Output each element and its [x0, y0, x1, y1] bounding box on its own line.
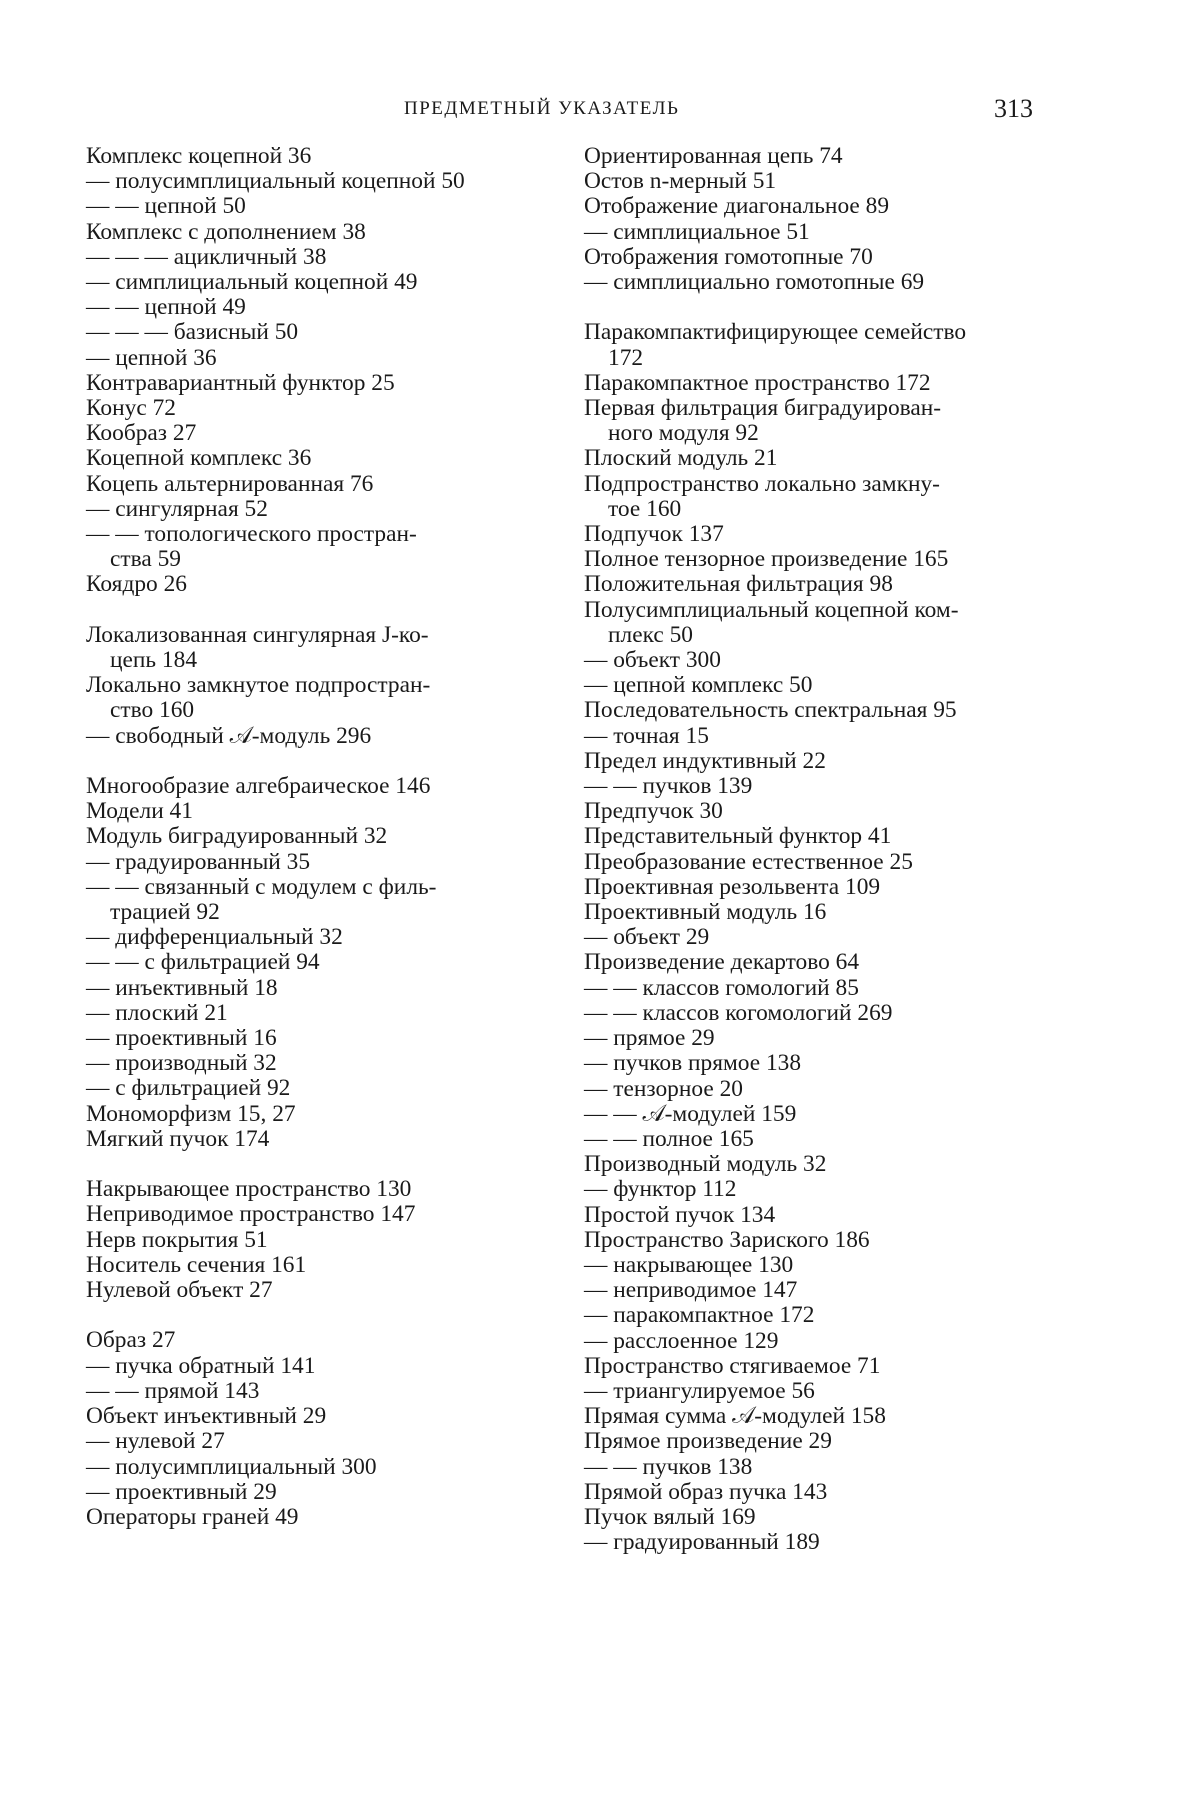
index-entry: [86, 1076, 548, 1101]
index-entry: [584, 850, 1044, 875]
index-entry-text: — градуированный 35: [86, 848, 311, 875]
index-entry: [584, 875, 1044, 900]
index-entry-text: — функтор 112: [584, 1176, 737, 1203]
index-entry-text: Производный модуль 32: [584, 1151, 827, 1178]
index-entry: [86, 1253, 548, 1278]
index-entry-text: — дифференциальный 32: [86, 924, 343, 951]
index-entry: [86, 799, 548, 824]
index-entry-text: Отображения гомотопные 70: [584, 243, 873, 270]
index-entry: [584, 1152, 1044, 1177]
index-entry: [584, 194, 1044, 219]
index-entry-text: Пространство Зариского 186: [584, 1226, 870, 1253]
index-entry: [584, 1278, 1044, 1303]
index-entry: [584, 976, 1044, 1001]
index-entry: [584, 824, 1044, 849]
index-entry: [584, 220, 1044, 245]
index-entry-text: Комплекс коцепной 36: [86, 143, 312, 169]
index-entry: [86, 346, 548, 371]
index-column-right: [584, 144, 1044, 1555]
index-entry-text: — пучков прямое 138: [584, 1050, 802, 1077]
index-entry-text: — точная 15: [584, 722, 709, 749]
index-entry: [86, 1328, 548, 1353]
section-gap: [86, 1152, 548, 1177]
index-entry: [584, 1203, 1044, 1228]
index-entry-text: — симплициальное 51: [584, 218, 810, 245]
index-entry-text: — объект 300: [584, 647, 721, 674]
index-entry: [584, 950, 1044, 975]
index-entry: [584, 1379, 1044, 1404]
index-entry-text: Прямое произведение 29: [584, 1428, 832, 1455]
index-entry-text: Коцепной комплекс 36: [86, 445, 312, 472]
index-entry: [584, 1102, 1044, 1127]
index-entry: [86, 1278, 548, 1303]
index-entry-text: Пространство стягиваемое 71: [584, 1352, 881, 1379]
index-entry: [86, 169, 548, 194]
index-entry-text: Плоский модуль 21: [584, 445, 778, 472]
index-entry: [86, 1127, 548, 1152]
index-entry-text: Предпучок 30: [584, 798, 723, 825]
index-entry: [584, 522, 1044, 547]
index-entry-text: — — полное 165: [584, 1125, 754, 1152]
section-gap: [86, 1303, 548, 1328]
index-entry: [86, 1026, 548, 1051]
index-entry-text: Предел индуктивный 22: [584, 747, 826, 774]
index-entry: [584, 472, 1044, 522]
index-entry-text: — с фильтрацией 92: [86, 1075, 291, 1102]
index-entry-text: — — цепной 50: [86, 193, 246, 220]
index-entry-text: Положительная фильтрация 98: [584, 571, 893, 598]
index-entry-text: Локализованная сингулярная J-ко-: [86, 621, 429, 648]
index-entry-continuation: 172: [608, 344, 644, 371]
index-entry: [584, 1329, 1044, 1354]
index-entry: [584, 144, 1044, 169]
index-entry-text: Первая фильтрация биградуирован-: [584, 395, 942, 422]
index-entry: [584, 446, 1044, 471]
index-entry: [86, 875, 548, 925]
index-entry: [584, 371, 1044, 396]
index-entry-text: — симплициально гомотопные 69: [584, 269, 925, 296]
index-entry: [86, 1001, 548, 1026]
index-entry-text: — — 𝒜-модулей 159: [584, 1100, 797, 1127]
index-entry-text: Подпучок 137: [584, 521, 724, 548]
index-entry: [584, 1127, 1044, 1152]
index-entry: [584, 1303, 1044, 1328]
index-entry-text: Ориентированная цепь 74: [584, 143, 843, 169]
index-entry-text: — полусимплициальный коцепной 50: [86, 168, 465, 195]
index-entry: [584, 799, 1044, 824]
index-entry-text: — инъективный 18: [86, 974, 278, 1001]
index-entry-text: — — классов когомологий 269: [584, 999, 893, 1026]
index-entry-text: Проективная резольвента 109: [584, 873, 881, 900]
index-entry-text: — расслоенное 129: [584, 1327, 779, 1354]
index-entry-text: Пучок вялый 169: [584, 1503, 756, 1530]
index-entry-continuation: цепь 184: [110, 647, 198, 674]
index-entry: [584, 1530, 1044, 1555]
index-entry-text: Накрывающее пространство 130: [86, 1176, 412, 1203]
index-entry-text: — — пучков 139: [584, 773, 753, 800]
index-entry: [584, 774, 1044, 799]
index-entry: [86, 371, 548, 396]
index-entry-text: — сингулярная 52: [86, 495, 268, 522]
index-entry: [86, 1455, 548, 1480]
index-entry-text: — — пучков 138: [584, 1453, 753, 1480]
index-entry: [86, 1202, 548, 1227]
index-entry-text: — — цепной 49: [86, 294, 246, 321]
index-entry: [584, 1228, 1044, 1253]
index-entry-text: Произведение декартово 64: [584, 949, 860, 976]
index-entry: [584, 1001, 1044, 1026]
index-entry: [584, 396, 1044, 446]
index-entry: [584, 1429, 1044, 1454]
index-entry-text: Контравариантный функтор 25: [86, 369, 395, 396]
index-entry-text: Нерв покрытия 51: [86, 1226, 268, 1253]
index-entry: [86, 673, 548, 723]
index-entry: [86, 976, 548, 1001]
index-entry-text: — полусимплициальный 300: [86, 1453, 377, 1480]
index-entry-continuation: ного модуля 92: [608, 420, 759, 447]
index-entry-text: — цепной 36: [86, 344, 217, 371]
index-entry-continuation: плекс 50: [608, 621, 693, 648]
index-entry: [584, 1354, 1044, 1379]
index-entry: [86, 295, 548, 320]
index-entry-continuation: трацией 92: [110, 899, 220, 926]
index-entry: [86, 421, 548, 446]
index-entry-text: — накрывающее 130: [584, 1251, 794, 1278]
index-entry: [86, 245, 548, 270]
index-entry: [584, 648, 1044, 673]
index-entry-text: Простой пучок 134: [584, 1201, 776, 1228]
index-entry-text: Полное тензорное произведение 165: [584, 546, 949, 573]
index-entry-text: Носитель сечения 161: [86, 1251, 307, 1278]
index-entry: [86, 320, 548, 345]
index-entry-text: — свободный 𝒜-модуль 296: [86, 722, 372, 749]
index-entry: [584, 270, 1044, 295]
section-gap: [584, 295, 1044, 320]
index-entry-text: Комплекс с дополнением 38: [86, 218, 366, 245]
index-entry: [584, 900, 1044, 925]
index-entry: [86, 497, 548, 522]
index-entry: [584, 1505, 1044, 1530]
index-entry-text: Прямой образ пучка 143: [584, 1478, 828, 1505]
index-entry-text: Модуль биградуированный 32: [86, 823, 388, 850]
index-entry-text: — тензорное 20: [584, 1075, 743, 1102]
index-entry-text: — — — базисный 50: [86, 319, 299, 346]
index-entry-text: — проективный 16: [86, 1025, 277, 1052]
index-entry-text: Объект инъективный 29: [86, 1403, 327, 1430]
index-entry: [584, 1077, 1044, 1102]
index-entry: [584, 572, 1044, 597]
index-entry-text: — плоский 21: [86, 999, 228, 1026]
index-entry-text: — симплициальный коцепной 49: [86, 269, 418, 296]
index-entry: [86, 1354, 548, 1379]
index-entry: [584, 598, 1044, 648]
index-entry: [584, 1455, 1044, 1480]
index-entry: [86, 850, 548, 875]
index-entry-text: Мягкий пучок 174: [86, 1125, 270, 1152]
index-entry: [86, 824, 548, 849]
index-entry: [584, 320, 1044, 370]
index-entry: [86, 396, 548, 421]
index-entry: [86, 446, 548, 471]
index-entry: [86, 1379, 548, 1404]
index-entry-continuation: ства 59: [110, 546, 181, 573]
index-entry-text: Коцепь альтернированная 76: [86, 470, 374, 497]
index-entry: [584, 1026, 1044, 1051]
index-entry-text: — градуированный 189: [584, 1529, 820, 1556]
index-entry: [584, 547, 1044, 572]
index-entry-text: Мономорфизм 15, 27: [86, 1100, 296, 1127]
index-entry: [86, 925, 548, 950]
index-entry: [86, 1102, 548, 1127]
index-entry: [86, 572, 548, 597]
index-entry: [584, 1177, 1044, 1202]
index-entry-text: — объект 29: [584, 924, 710, 951]
index-entry: [86, 144, 548, 169]
section-gap: [86, 749, 548, 774]
index-entry-text: — — — ацикличный 38: [86, 243, 327, 270]
index-entry: [584, 749, 1044, 774]
index-entry-text: Подпространство локально замкну-: [584, 470, 940, 497]
index-entry-text: Последовательность спектральная 95: [584, 697, 957, 724]
index-entry-text: Преобразование естественное 25: [584, 848, 913, 875]
index-entry: [86, 472, 548, 497]
index-entry: [86, 522, 548, 572]
index-entry-text: Паракомпактифицирующее семейство: [584, 319, 967, 346]
index-entry-text: Прямая сумма 𝒜-модулей 158: [584, 1403, 886, 1430]
index-entry-text: Локально замкнутое подпростран-: [86, 672, 431, 699]
index-entry: [584, 245, 1044, 270]
index-entry-text: — — с фильтрацией 94: [86, 949, 320, 976]
index-entry-text: Модели 41: [86, 798, 193, 825]
index-entry-text: Неприводимое пространство 147: [86, 1201, 416, 1228]
index-entry-text: Проективный модуль 16: [584, 899, 827, 926]
index-entry: [584, 1253, 1044, 1278]
index-entry: [86, 270, 548, 295]
index-entry-text: Операторы граней 49: [86, 1503, 299, 1530]
index-entry: [86, 194, 548, 219]
index-entry: [86, 1177, 548, 1202]
index-entry-text: — неприводимое 147: [584, 1277, 798, 1304]
index-entry-text: — нулевой 27: [86, 1428, 225, 1455]
index-column-left: [86, 144, 548, 1530]
index-entry-text: — цепной комплекс 50: [584, 672, 813, 699]
index-entry-continuation: ство 160: [110, 697, 195, 724]
index-entry-text: — проективный 29: [86, 1478, 277, 1505]
index-entry: [86, 1051, 548, 1076]
index-entry: [584, 724, 1044, 749]
index-entry-text: Образ 27: [86, 1327, 176, 1354]
index-entry-text: Представительный функтор 41: [584, 823, 892, 850]
index-entry-text: Паракомпактное пространство 172: [584, 369, 931, 396]
index-entry-text: — пучка обратный 141: [86, 1352, 316, 1379]
index-entry: [584, 1404, 1044, 1429]
index-entry: [86, 1480, 548, 1505]
index-entry-text: — — прямой 143: [86, 1377, 260, 1404]
index-entry-text: — прямое 29: [584, 1025, 715, 1052]
index-entry-text: — производный 32: [86, 1050, 277, 1077]
index-entry: [584, 673, 1044, 698]
section-gap: [86, 598, 548, 623]
index-entry-text: Коядро 26: [86, 571, 187, 598]
index-entry-text: Полусимплициальный коцепной ком-: [584, 596, 959, 623]
index-entry: [86, 950, 548, 975]
index-entry-text: — — связанный с модулем с филь-: [86, 873, 437, 900]
index-entry: [86, 623, 548, 673]
index-entry: [584, 1051, 1044, 1076]
index-entry: [86, 774, 548, 799]
index-entry-text: — — топологического простран-: [86, 521, 417, 548]
index-entry-continuation: тое 160: [608, 495, 682, 522]
index-entry: [86, 1404, 548, 1429]
index-entry-text: — — классов гомологий 85: [584, 974, 859, 1001]
index-entry: [584, 1480, 1044, 1505]
index-entry-text: Многообразие алгебраическое 146: [86, 773, 431, 800]
index-entry: [86, 724, 548, 749]
index-entry-text: Нулевой объект 27: [86, 1277, 273, 1304]
index-entry-text: Отображение диагональное 89: [584, 193, 890, 220]
index-entry: [584, 698, 1044, 723]
index-entry: [86, 1228, 548, 1253]
index-entry: [86, 220, 548, 245]
index-entry: [86, 1429, 548, 1454]
index-entry-text: — триангулируемое 56: [584, 1377, 815, 1404]
index-entry-text: Остов n-мерный 51: [584, 168, 777, 195]
index-entry: [86, 1505, 548, 1530]
index-entry: [584, 925, 1044, 950]
index-entry-text: — паракомпактное 172: [584, 1302, 815, 1329]
index-entry-text: Кообраз 27: [86, 420, 197, 447]
page-number: 313: [994, 94, 1033, 123]
running-header-title: ПРЕДМЕТНЫЙ УКАЗАТЕЛЬ: [404, 98, 680, 119]
index-entry-text: Конус 72: [86, 395, 176, 422]
index-entry: [584, 169, 1044, 194]
